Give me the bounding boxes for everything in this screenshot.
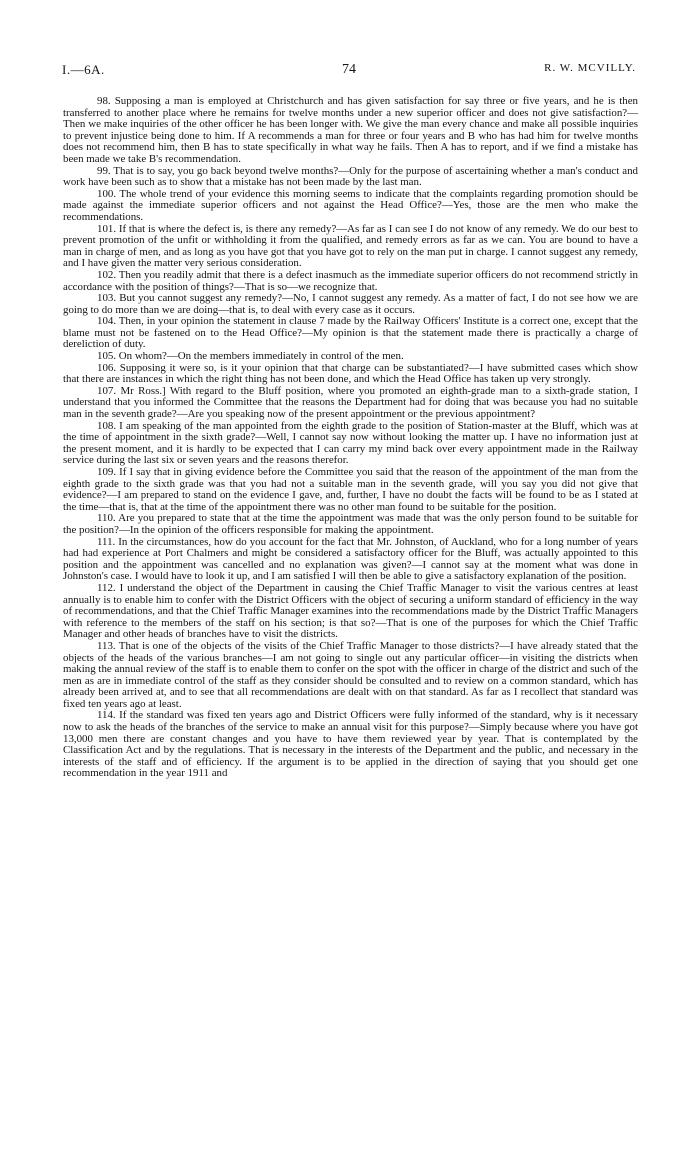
paragraph-109: 109. If I say that in giving evidence before the Committee you said that the reason of the appointment of the man from the eighth grade to the sixth grade was that you had not a suitable man in the seventh grade, will you say you did not give that evidence?—I am prepared to stand on the evidence I gave, and, further, I have no doubt the facts will be found to be as I stated at the time—that is, that at the time of the appointment there was no other man found to be suitable for the position. (63, 466, 638, 513)
paragraph-111: 111. In the circumstances, how do you account for the fact that Mr. Johnston, of Auckland, who for a long number of years had had experience at Port Chalmers and might be considered a satisfactory officer for the Bluff, was actually appointed to this position and the appointment was cancelled and no explanation was given?—I cannot say at the moment what was done in Johnston's case. I would have to look it up, and I am satisfied I will then be able to give a satisfactory explanation of the position. (63, 535, 638, 583)
paragraph-110: 110. Are you prepared to state that at the time the appointment was made that was the only person found to be suitable for the position?—In the opinion of the officers responsible for making the appointment. (63, 512, 638, 536)
paragraph-113: 113. That is one of the objects of the visits of the Chief Traffic Manager to those districts?—I have already stated that the objects of the heads of the various branches—I am not going to single out any particular officer—in visiting the districts when making the annual review of the staff is to enable them to confer on the spot with the officer in charge of the district and such of the men as are in immediate control of the staff as they consider should be consulted and to review on a common standard, which has already been arrived at, and to see that all recommendations are dealt with on that standard. As far as I recollect that standard was fixed ten years ago at least. (63, 639, 638, 710)
paragraph-101: 101. If that is where the defect is, is there any remedy?—As far as I can see I do not know of any remedy. We do our best to prevent promotion of the unfit or withholding it from the qualified, and remedy errors as far as we can. You are bound to have a man in charge of men, and as long as you have got that you have got to rely on the man put in charge. I cannot suggest any remedy, and I have given the matter very serious consideration. (63, 222, 638, 270)
paragraph-112: 112. I understand the object of the Department in causing the Chief Traffic Manager to visit the various centres at least annually is to enable him to confer with the District Officers with the object of securing a uniform standard of efficiency in the way of recommendations, and that the Chief Traffic Manager examines into the recommendations made by the District Traffic Managers with reference to the members of the staff on his section; is that so?—That is one of the purposes for which the Chief Traffic Manager and other heads of branches have to visit the districts. (63, 581, 638, 641)
witness-name: R. W. MCVILLY. (544, 62, 636, 74)
paragraph-108: 108. I am speaking of the man appointed from the eighth grade to the position of Station-master at the Bluff, which was at the time of appointment in the sixth grade?—Well, I cannot say now without looking the matter up. I have no information just at the present moment, and it is hardly to be expected that I can carry my mind back over every appointment made in the Railway service during the last six or seven years and the reasons therefor. (63, 419, 638, 467)
paragraph-98: 98. Supposing a man is employed at Christchurch and has given satisfaction for say three or five years, and he is then transferred to another place where he remains for twelve months under a new superior officer and does not give satisfaction?—Then we make inquiries of the other officer he has been longer with. We give the man every chance and make all possible inquiries to prevent injustice being done to him. If A recommends a man for three or four years and B who has had him for twelve months does not recommend him, then B has to state specifically in what way he fails. Then A has to report, and if we find a mistake has been made we take B's recommendation. (63, 95, 638, 165)
paragraph-102: 102. Then you readily admit that there is a defect inasmuch as the immediate superior officers do not recommend strictly in accordance with the position of things?—That is so—we recognize that. (63, 268, 638, 293)
document-reference: I.—6A. (62, 62, 105, 77)
page-header (62, 62, 636, 80)
paragraph-107: 107. Mr Ross.] With regard to the Bluff position, where you promoted an eighth-grade man to a sixth-grade station, I understand that you informed the Committee that the reasons the Department had for doing that was because you had no suitable man in the seventh grade?—Are you speaking now of the present appointment or the previous appointment? (63, 384, 638, 421)
evidence-body (63, 96, 638, 780)
paragraph-106: 106. Supposing it were so, is it your opinion that that charge can be substantiated?—I have submitted cases which show that there are instances in which the right thing has not been done, and which the Head Office has taken up very strongly. (63, 361, 638, 386)
paragraph-114: 114. If the standard was fixed ten years ago and District Officers were fully informed of the standard, why is it necessary now to ask the heads of the branches of the service to make an annual visit for this purpose?—Simply because where you have got 13,000 men there are constant changes and you have to have them reviewed year by year. That is contemplated by the Classification Act and by the regulations. That is necessary in the interests of the Department and the public, and necessary in the interests of the staff and of efficiency. If the argument is to be applied in the direction of saying that you should get one recommendation in the year 1911 and (63, 709, 638, 780)
paragraph-105: 105. On whom?—On the members immediately in control of the men. (97, 350, 404, 363)
paragraph-100: 100. The whole trend of your evidence this morning seems to indicate that the complaints regarding promotion should be made against the immediate superior officers and not against the Head Office?—Yes, those are the men who make the recommendations. (63, 187, 638, 223)
paragraph-99: 99. That is to say, you go back beyond twelve months?—Only for the purpose of ascertaining whether a man's conduct and work have been such as to show that a mistake has not been made by the last man. (63, 164, 638, 189)
paragraph-104: 104. Then, in your opinion the statement in clause 7 made by the Railway Officers' Institute is a correct one, except that the blame must not be fastened on to the Head Office?—My opinion is that the statement made there is practically a charge of dereliction of duty. (63, 315, 638, 351)
paragraph-103: 103. But you cannot suggest any remedy?—No, I cannot suggest any remedy. As a matter of fact, I do not see how we are going to do more than we are doing—that is, to deal with every case as it occurs. (63, 292, 638, 316)
page-number: 74 (342, 62, 356, 77)
